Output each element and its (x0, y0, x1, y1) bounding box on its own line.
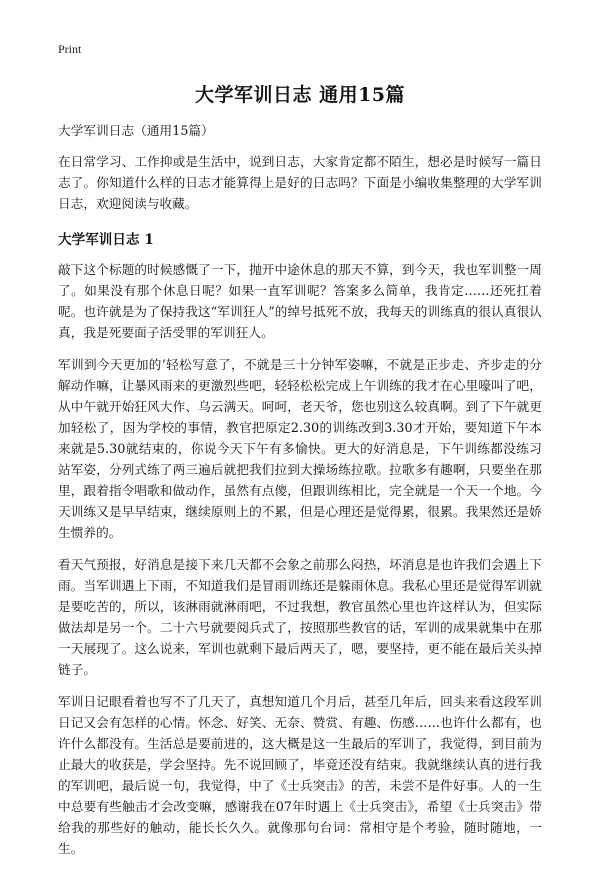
document-subtitle: 大学军训日志（通用15篇） (58, 123, 214, 138)
body-paragraph: 看天气预报，好消息是接下来几天都不会象之前那么闷热，坏消息是也许我们会遇上下雨。当军训遇上下雨，不知道我们是冒雨训练还是躲雨休息。我私心里还是觉得军训就是要吃苦的，所以，该淋雨就淋雨吧，不过我想，教官虽然心里也许这样认为，但实际做法却是另一个。二十六号就要阅兵式了，按照那些教官的话，军训的成果就集中在那一天展现了。这么说来，军训也就剩下最后两天了，嗯，要坚持，更不能在最后关头掉链子。 (58, 557, 542, 677)
print-label[interactable]: Print (58, 42, 82, 56)
body-paragraph: 军训到今天更加的‘轻松写意了，不就是三十分钟军姿嘛，不就是正步走、齐步走的分解动作嘛，让暴风雨来的更激烈些吧，轻轻松松完成上午训练的我才在心里嚎叫了吧，从中午就开始狂风大作、乌云满天。呵呵，老天爷，您也别这么较真啊。到了下午就更加轻松了，因为学校的事情，教官把原定2.30的训练改到3.30才开始，要知道下午本来就是5.30就结束的，你说今天下午有多愉快。更大的好消息是，下午训练都没练习站军姿，分列式练了两三遍后就把我们拉到大操场练拉歌。拉歌多有趣啊，只要坐在那里，跟着指令唱歌和做动作，虽然有点傻，但跟训练相比，完全就是一个天一个地。今天训练又是早早结束，继续原则上的不累，但是心理还是觉得累，很累。我果然还是娇生惯养的。 (58, 357, 542, 540)
body-paragraph: 敲下这个标题的时候感慨了一下，抛开中途休息的那天不算，到今天，我也军训整一周了。如果没有那个休息日呢？如果一直军训呢？答案多么简单，我肯定……还死扛着呢。也许就是为了保持我这“军训狂人”的绰号抵死不放，我每天的训练真的很认真很认真，我是死要面子活受罪的军训狂人。 (58, 262, 542, 340)
section-heading: 大学军训日志 1 (58, 232, 154, 248)
body-paragraph: 军训日记眼看着也写不了几天了，真想知道几个月后，甚至几年后，回头来看这段军训日记又会有怎样的心情。怀念、好笑、无奈、赞赏、有趣、伤感……也许什么都有，也许什么都没有。生活总是要前进的，这大概是这一生最后的军训了，我觉得，到目前为止最大的收获是，学会坚持。先不说回顾了，毕竟还没有结束。我就继续认真的进行我的军训吧，最后说一句，我觉得，中了《士兵突击》的苦，未尝不是件好事。人的一生中总要有些触击才会改变嘛，感谢我在07年时遇上《士兵突击》，希望《士兵突击》带给我的那些好的触动，能长长久久。就像那句台词：常相守是个考验，随时随地，一生。 (58, 694, 542, 856)
page-title: 大学军训日志 通用15篇 (194, 84, 406, 106)
document-body (58, 120, 542, 870)
intro-paragraph: 在日常学习、工作抑或是生活中，说到日志，大家肯定都不陌生，想必是时候写一篇日志了。你知道什么样的日志才能算得上是好的日志吗？下面是小编收集整理的大学军训日志，欢迎阅读与收藏。 (58, 154, 542, 211)
